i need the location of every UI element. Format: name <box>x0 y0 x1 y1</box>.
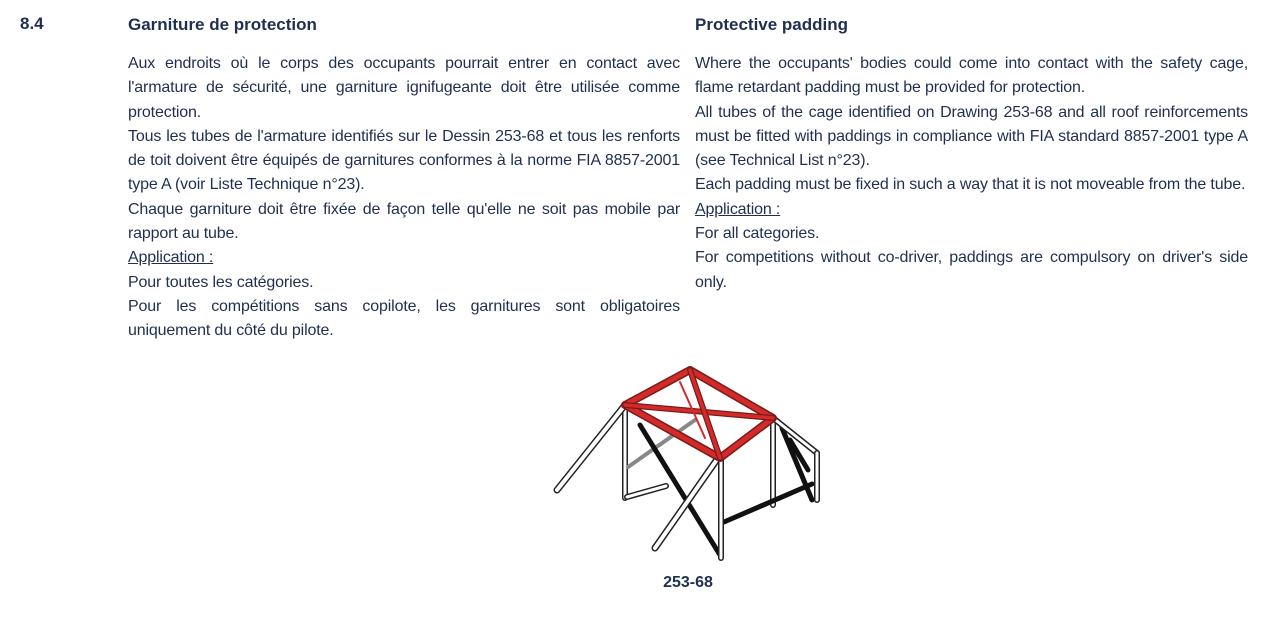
cage-rear-strut <box>627 486 666 497</box>
french-paragraph-5: Pour les compétitions sans copilote, les garnitures sont obligatoires uniquement du côté du pilote. <box>128 297 680 340</box>
drawing-caption: 253-68 <box>663 574 713 591</box>
safety-cage-drawing <box>548 356 832 568</box>
cage-front-legs <box>557 405 718 548</box>
english-paragraph-2: All tubes of the cage identified on Drawing 253-68 and all roof reinforcements must be fitted with paddings in compliance with FIA standard 8857-2001 type A (see Technical List n°23). <box>695 103 1248 170</box>
english-paragraph-4: For all categories. <box>695 225 820 243</box>
english-application-label: Application : <box>695 200 781 218</box>
french-column <box>128 14 680 344</box>
section-number: 8.4 <box>20 14 44 33</box>
english-heading: Protective padding <box>695 15 849 34</box>
french-heading: Garniture de protection <box>128 15 317 34</box>
french-paragraph-4: Pour toutes les catégories. <box>128 273 314 291</box>
english-paragraph-5: For competitions without co-driver, paddings are compulsory on driver's side only. <box>695 249 1248 291</box>
french-paragraph-2: Tous les tubes de l'armature identifiés sur le Dessin 253-68 et tous les renforts de toit doivent être équipés de garnitures conformes à la norme FIA 8857-2001 type A (voir Liste Technique n°23). <box>128 127 680 194</box>
french-paragraph-1: Aux endroits où le corps des occupants pourrait entrer en contact avec l'armature de sécurité, une garniture ignifugeante doit être utilisée comme protection. <box>128 55 680 121</box>
english-paragraph-1: Where the occupants' bodies could come into contact with the safety cage, flame retardant padding must be provided for protection. <box>695 55 1248 97</box>
english-paragraph-3: Each padding must be fixed in such a way that it is not moveable from the tube. <box>695 176 1246 194</box>
french-application-label: Application : <box>128 249 214 267</box>
french-paragraph-3: Chaque garniture doit être fixée de façon telle qu'elle ne soit pas mobile par rapport au tube. <box>128 200 680 243</box>
english-column <box>695 14 1248 295</box>
cage-roof-padding <box>625 370 773 458</box>
